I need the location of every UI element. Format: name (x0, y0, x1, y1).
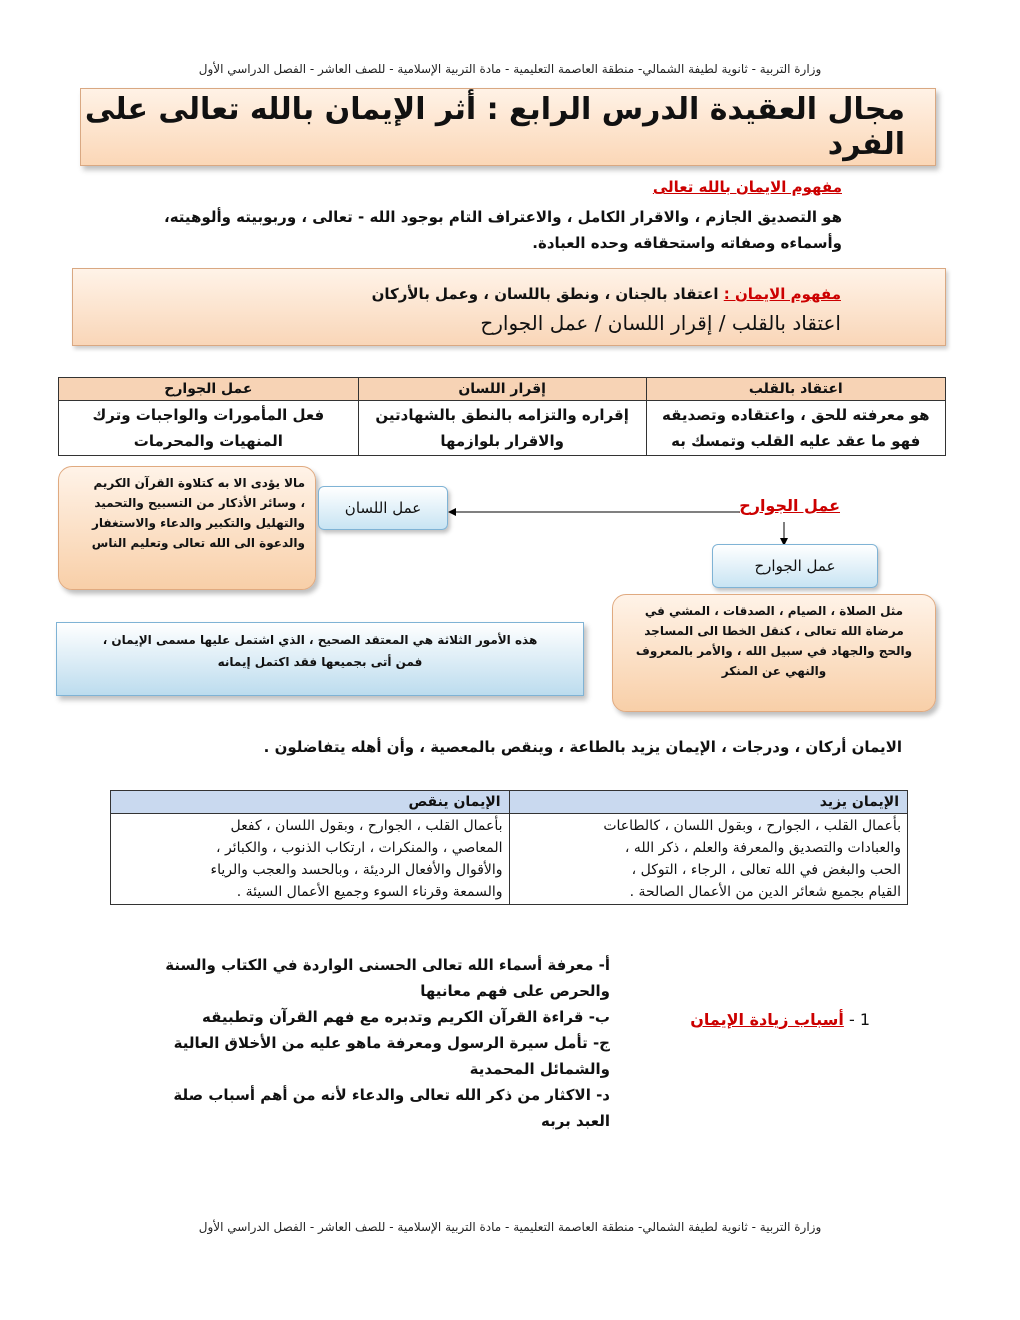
tongue-work-box (318, 486, 448, 530)
limbs-work-box (712, 544, 878, 588)
arrow-head-left (448, 508, 456, 516)
concept2-box (72, 268, 946, 346)
example-line: مرضاة الله تعالى ، كنقل الخطا الى المساجد (644, 624, 904, 638)
causes-number: 1 - (848, 1010, 870, 1029)
cell-line: والأقوال والأفعال الرديئة ، وبالحسد والعجب والرياء (210, 862, 503, 878)
list-item: د- الاكثار من ذكر الله تعالى والدعاء لأنه من أهم أسباب صلة (173, 1086, 610, 1104)
example-line: والتهليل والتكبير والدعاء والاستغفار (91, 516, 305, 530)
example-line: مثل الصلاة ، الصيام ، الصدقات ، المشي في (644, 604, 904, 618)
cell-line: بأعمال القلب ، الجوارح ، وبقول اللسان ، كفعل (230, 818, 503, 834)
cell-line: والاقرار بلوازمها (440, 432, 564, 450)
example-line: والحج والجهاد في سبيل الله ، والأمر بالمعروف (635, 644, 913, 658)
cell-line: إقراره والتزامه بالنطق بالشهادتين (375, 406, 629, 424)
decrease-header: الإيمان ينقص (111, 791, 510, 814)
pillars-note-box (56, 622, 584, 696)
limbs-label-text: عمل الجوارح (739, 496, 840, 515)
cell-line: القيام بجميع شعائر الدين من الأعمال الصالحة . (629, 884, 901, 900)
increase-header: الإيمان يزيد (509, 791, 907, 814)
list-item: ب- قراءة القرآن الكريم وتدبره مع فهم القرآن وتطبيقه (202, 1008, 610, 1026)
limbs-examples-box (612, 594, 936, 712)
cell-line: والسمعة وقرناء السوء وجميع الأعمال السيئة . (236, 884, 503, 900)
cell-line: المعاصي ، والمنكرات ، ارتكاب الذنوب ، والكبائر ، (215, 840, 503, 856)
cell-line: فهو ما عقد عليه القلب وتمسك به (671, 432, 921, 450)
causes-list (150, 952, 610, 1134)
list-item: والحرص على فهم معانيها (420, 982, 610, 1000)
increase-decrease-table (110, 790, 908, 905)
concept1-heading (653, 178, 842, 196)
list-item: أ- معرفة أسماء الله تعالى الحسنى الواردة في الكتاب والسنة (165, 956, 610, 974)
pillars-header-limbs: عمل الجوارح (59, 378, 359, 401)
example-line: والنهي عن المنكر (721, 664, 827, 678)
pillars-cell-heart (646, 401, 945, 456)
faith-statement: الايمان أركان ، ودرجات ، الإيمان يزيد بالطاعة ، وينقص بالمعصية ، وأن أهله يتفاضلون . (263, 738, 902, 756)
cell-line: بأعمال القلب ، الجوارح ، وبقول اللسان ، كالطاعات (603, 818, 901, 834)
lesson-title-box (80, 88, 936, 166)
decrease-cell (111, 814, 510, 905)
page-header: وزارة التربية - ثانوية لطيفة الشمالي- منطقة العاصمة التعليمية - مادة التربية الإسلامية - للصف العاشر - الفصل الدراسي الأول (198, 62, 822, 76)
limbs-work-label: عمل الجوارح (754, 557, 836, 575)
limbs-label (739, 496, 840, 515)
note-line: فمن أتى بجميعها فقد اكتمل إيمانه (217, 655, 423, 669)
causes-heading-text: أسباب زيادة الإيمان (690, 1010, 844, 1029)
concept1-body (122, 204, 842, 256)
list-item: والشمائل المحمدية (469, 1060, 610, 1078)
pillars-header-tongue: إقرار اللسان (358, 378, 646, 401)
concept1-line1: هو التصديق الجازم ، والاقرار الكامل ، والاعتراف التام بوجود الله - تعالى ، وربوبيته وألوهيته، (164, 208, 842, 226)
concept1-line2: وأسماءه وصفاته واستحقاقه وحده العبادة. (532, 234, 842, 252)
pillars-header-heart: اعتقاد بالقلب (646, 378, 945, 401)
tongue-examples-box (58, 466, 316, 590)
causes-heading (690, 1010, 870, 1029)
tongue-work-label: عمل اللسان (344, 499, 422, 517)
concept2-line (372, 285, 841, 303)
example-line: ، وسائر الأذكار من التسبيح والتحميد (94, 496, 305, 510)
list-item: العبد بربه (541, 1112, 610, 1130)
concept1-heading-text: مفهوم الايمان بالله تعالى (652, 178, 842, 196)
cell-line: فعل المأمورات والواجبات وترك (92, 406, 325, 424)
pillars-table (58, 377, 946, 456)
example-line: مالا يؤدى الا به كتلاوة القرآن الكريم (93, 476, 305, 490)
list-item: ج- تأمل سيرة الرسول ومعرفة ماهو عليه من الأخلاق العالية (173, 1034, 610, 1052)
concept2-heading: مفهوم الايمان : (723, 285, 841, 303)
lesson-title: مجال العقيدة الدرس الرابع : أثر الإيمان بالله تعالى على الفرد (84, 92, 905, 162)
cell-line: والعبادات والتصديق والمعرفة والعلم ، ذكر الله ، (624, 840, 901, 856)
concept2-definition: اعتقاد بالجنان ، ونطق باللسان ، وعمل بالأركان (371, 285, 719, 303)
note-line: هذه الأمور الثلاثة هي المعتقد الصحيح ، الذي اشتمل عليها مسمى الإيمان ، (102, 633, 538, 647)
pillars-cell-tongue (358, 401, 646, 456)
cell-line: هو معرفته للحق ، واعتقاده وتصديقه (661, 406, 930, 424)
example-line: والدعوة الى الله تعالى وتعليم الناس (91, 536, 305, 550)
concept2-summary: اعتقاد بالقلب / إقرار اللسان / عمل الجوارح (480, 311, 841, 335)
cell-line: المنهيات والمحرمات (133, 432, 283, 450)
page-footer: وزارة التربية - ثانوية لطيفة الشمالي- منطقة العاصمة التعليمية - مادة التربية الإسلامية - للصف العاشر - الفصل الدراسي الأول (198, 1220, 822, 1234)
increase-cell (509, 814, 907, 905)
pillars-cell-limbs (59, 401, 359, 456)
cell-line: الحب والبغض في الله تعالى ، الرجاء ، التوكل ، (631, 862, 901, 878)
